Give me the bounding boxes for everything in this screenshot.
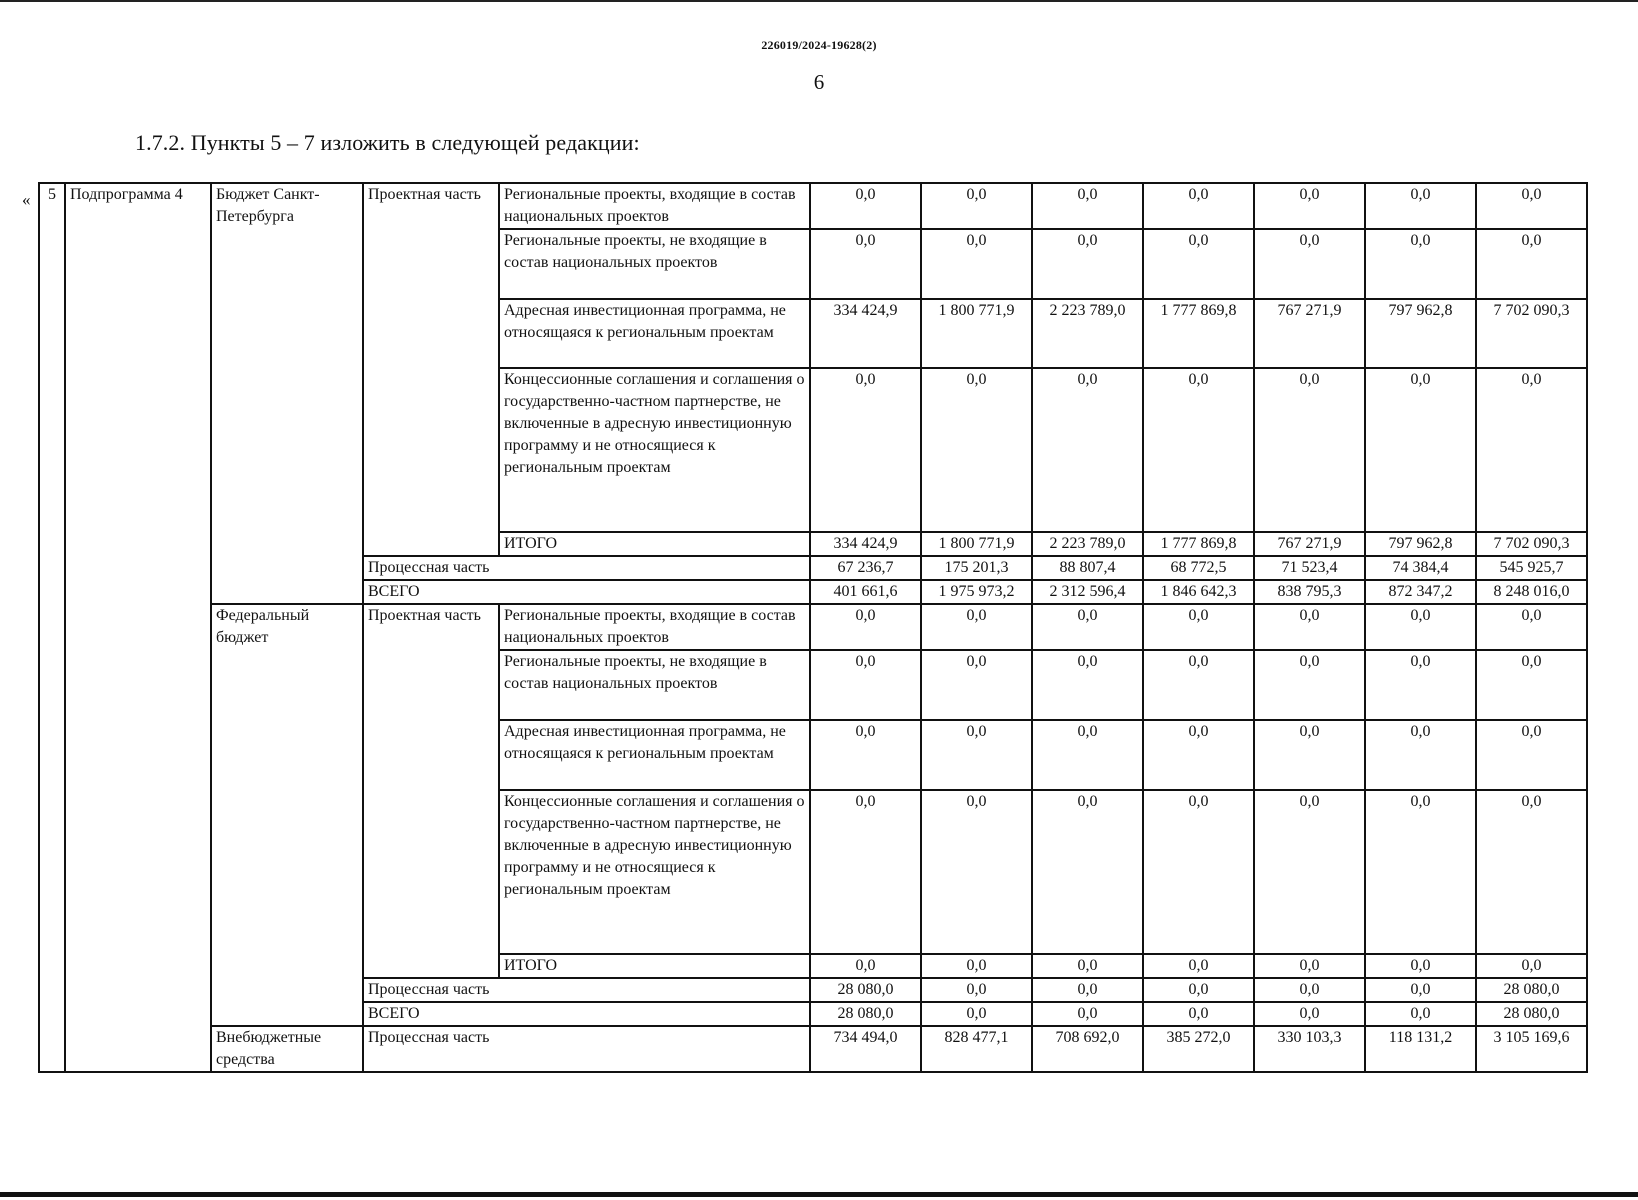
- value-cell: 68 772,5: [1143, 556, 1254, 580]
- total-label: ВСЕГО: [363, 580, 810, 604]
- value-cell: 767 271,9: [1254, 532, 1365, 556]
- project-part-label: Проектная часть: [363, 604, 499, 978]
- value-cell: 0,0: [1254, 978, 1365, 1002]
- value-cell: 0,0: [1365, 183, 1476, 229]
- value-cell: 0,0: [1476, 720, 1587, 790]
- funding-source: Бюджет Санкт-Петербурга: [211, 183, 363, 604]
- value-cell: 734 494,0: [810, 1026, 921, 1072]
- value-cell: 828 477,1: [921, 1026, 1032, 1072]
- financing-table: [38, 182, 1588, 1073]
- value-cell: 0,0: [810, 790, 921, 954]
- table-row: [39, 1026, 1587, 1072]
- value-cell: 767 271,9: [1254, 299, 1365, 368]
- value-cell: 0,0: [1254, 790, 1365, 954]
- value-cell: 1 800 771,9: [921, 299, 1032, 368]
- project-part-label: Проектная часть: [363, 183, 499, 556]
- subprogram-name: Подпрограмма 4: [65, 183, 211, 1072]
- item-label: Адресная инвестиционная программа, не относящаяся к региональным проектам: [499, 720, 810, 790]
- value-cell: 838 795,3: [1254, 580, 1365, 604]
- item-label: Региональные проекты, не входящие в состав национальных проектов: [499, 650, 810, 720]
- value-cell: 0,0: [1365, 978, 1476, 1002]
- value-cell: 385 272,0: [1143, 1026, 1254, 1072]
- value-cell: 0,0: [1476, 790, 1587, 954]
- value-cell: 0,0: [921, 604, 1032, 650]
- value-cell: 0,0: [1365, 368, 1476, 532]
- value-cell: 0,0: [921, 1002, 1032, 1026]
- value-cell: 0,0: [1032, 978, 1143, 1002]
- subtotal-label: ИТОГО: [499, 532, 810, 556]
- value-cell: 1 846 642,3: [1143, 580, 1254, 604]
- value-cell: 0,0: [1254, 229, 1365, 299]
- value-cell: 0,0: [810, 650, 921, 720]
- value-cell: 0,0: [1476, 368, 1587, 532]
- value-cell: 1 777 869,8: [1143, 532, 1254, 556]
- subtotal-label: ИТОГО: [499, 954, 810, 978]
- value-cell: 28 080,0: [810, 1002, 921, 1026]
- item-label: Концессионные соглашения и соглашения о государственно-частном партнерстве, не включенные в адресную инвестиционную программу и не относящиеся к региональным проектам: [499, 368, 810, 532]
- value-cell: 545 925,7: [1476, 556, 1587, 580]
- value-cell: 0,0: [1476, 954, 1587, 978]
- value-cell: 0,0: [1032, 720, 1143, 790]
- funding-source: Внебюджетные средства: [211, 1026, 363, 1072]
- value-cell: 0,0: [1254, 368, 1365, 532]
- value-cell: 0,0: [1143, 954, 1254, 978]
- value-cell: 0,0: [1032, 1002, 1143, 1026]
- value-cell: 0,0: [1476, 650, 1587, 720]
- value-cell: 0,0: [810, 183, 921, 229]
- value-cell: 0,0: [1032, 954, 1143, 978]
- value-cell: 0,0: [921, 229, 1032, 299]
- value-cell: 0,0: [1032, 604, 1143, 650]
- value-cell: 0,0: [1476, 183, 1587, 229]
- table-row: [39, 604, 1587, 650]
- scan-bottom-edge: [0, 1192, 1638, 1197]
- value-cell: 330 103,3: [1254, 1026, 1365, 1072]
- value-cell: 0,0: [1254, 650, 1365, 720]
- value-cell: 0,0: [1365, 720, 1476, 790]
- value-cell: 0,0: [1254, 604, 1365, 650]
- item-label: Адресная инвестиционная программа, не относящаяся к региональным проектам: [499, 299, 810, 368]
- value-cell: 797 962,8: [1365, 299, 1476, 368]
- value-cell: 0,0: [810, 368, 921, 532]
- opening-quote-mark: «: [22, 190, 31, 209]
- value-cell: 334 424,9: [810, 299, 921, 368]
- value-cell: 1 777 869,8: [1143, 299, 1254, 368]
- value-cell: 0,0: [1254, 1002, 1365, 1026]
- value-cell: 0,0: [1143, 978, 1254, 1002]
- value-cell: 28 080,0: [1476, 978, 1587, 1002]
- value-cell: 118 131,2: [1365, 1026, 1476, 1072]
- value-cell: 0,0: [1254, 183, 1365, 229]
- value-cell: 708 692,0: [1032, 1026, 1143, 1072]
- item-label: Региональные проекты, входящие в состав национальных проектов: [499, 183, 810, 229]
- value-cell: 0,0: [1143, 650, 1254, 720]
- value-cell: 0,0: [810, 954, 921, 978]
- value-cell: 401 661,6: [810, 580, 921, 604]
- page-number: 6: [813, 70, 825, 94]
- document-number: 226019/2024-19628(2): [761, 38, 877, 52]
- value-cell: 0,0: [921, 790, 1032, 954]
- value-cell: 0,0: [1032, 650, 1143, 720]
- value-cell: 334 424,9: [810, 532, 921, 556]
- value-cell: 0,0: [1365, 229, 1476, 299]
- value-cell: 74 384,4: [1365, 556, 1476, 580]
- value-cell: 1 800 771,9: [921, 532, 1032, 556]
- item-label: Региональные проекты, входящие в состав национальных проектов: [499, 604, 810, 650]
- value-cell: 0,0: [1254, 720, 1365, 790]
- value-cell: 0,0: [1143, 229, 1254, 299]
- item-label: Концессионные соглашения и соглашения о государственно-частном партнерстве, не включенные в адресную инвестиционную программу и не относящиеся к региональным проектам: [499, 790, 810, 954]
- value-cell: 0,0: [1032, 229, 1143, 299]
- value-cell: 0,0: [921, 720, 1032, 790]
- value-cell: 0,0: [1365, 650, 1476, 720]
- value-cell: 0,0: [1365, 790, 1476, 954]
- value-cell: 71 523,4: [1254, 556, 1365, 580]
- value-cell: 0,0: [921, 368, 1032, 532]
- value-cell: 8 248 016,0: [1476, 580, 1587, 604]
- funding-source: Федеральный бюджет: [211, 604, 363, 1026]
- value-cell: 0,0: [1143, 604, 1254, 650]
- value-cell: 0,0: [810, 229, 921, 299]
- value-cell: 0,0: [1143, 720, 1254, 790]
- value-cell: 872 347,2: [1365, 580, 1476, 604]
- item-label: Региональные проекты, не входящие в состав национальных проектов: [499, 229, 810, 299]
- value-cell: 2 223 789,0: [1032, 532, 1143, 556]
- value-cell: 7 702 090,3: [1476, 532, 1587, 556]
- process-part-label: Процессная часть: [363, 1026, 810, 1072]
- value-cell: 88 807,4: [1032, 556, 1143, 580]
- section-heading: 1.7.2. Пункты 5 – 7 изложить в следующей редакции:: [135, 130, 640, 155]
- scan-top-edge: [0, 0, 1638, 2]
- value-cell: 0,0: [921, 954, 1032, 978]
- value-cell: 0,0: [1143, 1002, 1254, 1026]
- value-cell: 2 223 789,0: [1032, 299, 1143, 368]
- value-cell: 0,0: [1143, 368, 1254, 532]
- process-part-label: Процессная часть: [363, 556, 810, 580]
- value-cell: 0,0: [921, 978, 1032, 1002]
- value-cell: 0,0: [1254, 954, 1365, 978]
- value-cell: 0,0: [810, 720, 921, 790]
- value-cell: 0,0: [1143, 183, 1254, 229]
- value-cell: 1 975 973,2: [921, 580, 1032, 604]
- value-cell: 0,0: [1476, 229, 1587, 299]
- value-cell: 0,0: [921, 650, 1032, 720]
- value-cell: 7 702 090,3: [1476, 299, 1587, 368]
- value-cell: 0,0: [1476, 604, 1587, 650]
- value-cell: 0,0: [921, 183, 1032, 229]
- value-cell: 0,0: [1032, 368, 1143, 532]
- value-cell: 797 962,8: [1365, 532, 1476, 556]
- value-cell: 0,0: [810, 604, 921, 650]
- value-cell: 3 105 169,6: [1476, 1026, 1587, 1072]
- row-number: 5: [39, 183, 65, 1072]
- value-cell: 28 080,0: [810, 978, 921, 1002]
- value-cell: 0,0: [1143, 790, 1254, 954]
- table-row: [39, 183, 1587, 229]
- process-part-label: Процессная часть: [363, 978, 810, 1002]
- value-cell: 0,0: [1032, 183, 1143, 229]
- total-label: ВСЕГО: [363, 1002, 810, 1026]
- value-cell: 28 080,0: [1476, 1002, 1587, 1026]
- value-cell: 2 312 596,4: [1032, 580, 1143, 604]
- value-cell: 0,0: [1365, 954, 1476, 978]
- value-cell: 0,0: [1365, 604, 1476, 650]
- value-cell: 0,0: [1365, 1002, 1476, 1026]
- value-cell: 67 236,7: [810, 556, 921, 580]
- value-cell: 175 201,3: [921, 556, 1032, 580]
- value-cell: 0,0: [1032, 790, 1143, 954]
